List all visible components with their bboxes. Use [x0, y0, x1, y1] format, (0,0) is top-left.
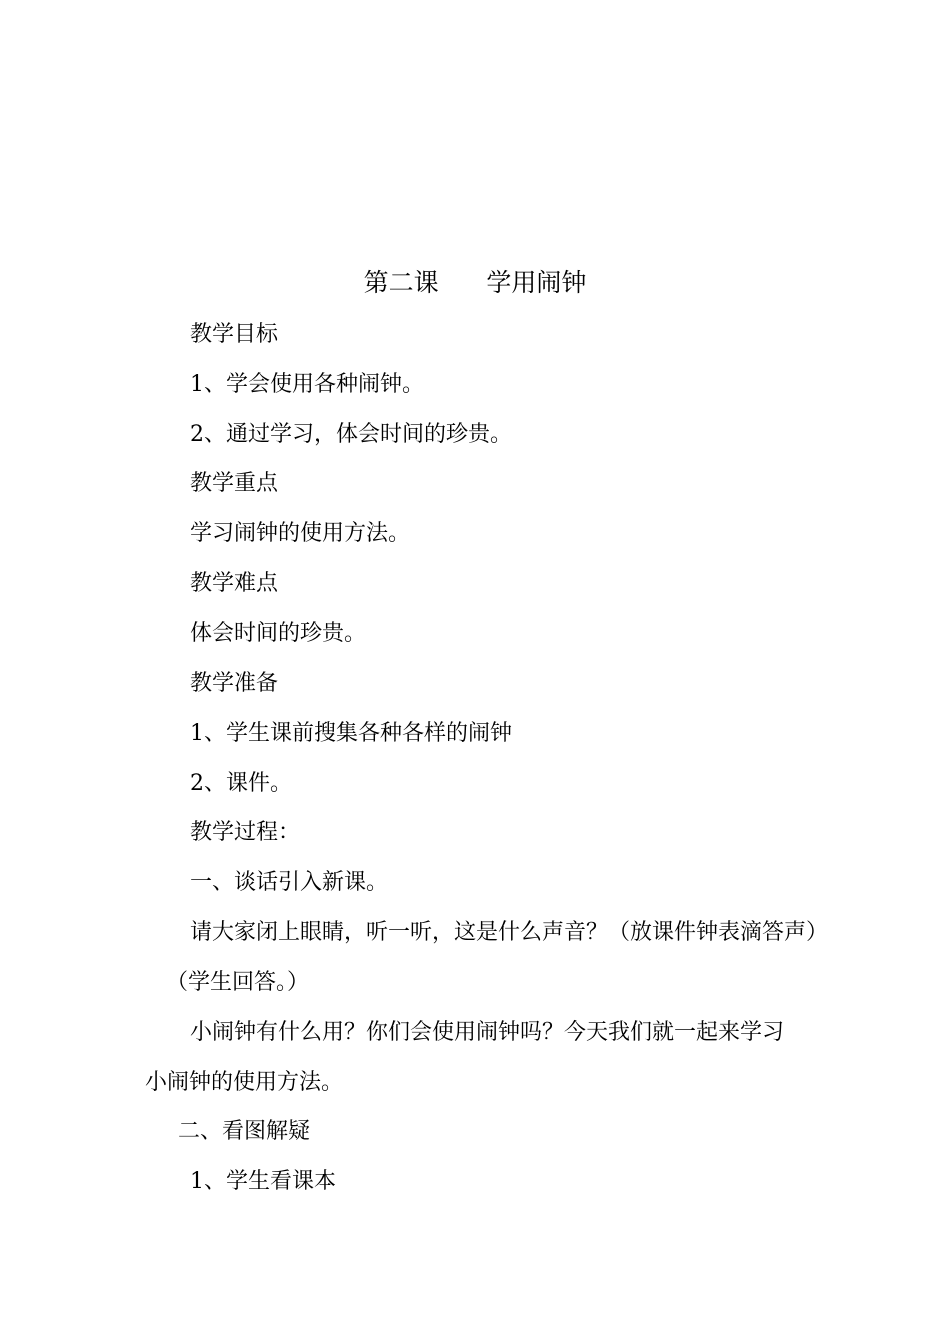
section-heading-process: 教学过程： [190, 820, 301, 845]
process-step-1-paragraph-2-continued: 小闹钟的使用方法。 [145, 1070, 344, 1095]
objective-item-1: 1、学会使用各种闹钟。 [190, 372, 424, 397]
process-step-1-paragraph-2: 小闹钟有什么用？你们会使用闹钟吗？今天我们就一起来学习 [190, 1020, 785, 1045]
difficulty-text: 体会时间的珍贵。 [190, 621, 367, 646]
process-step-2-heading: 二、看图解疑 [178, 1119, 311, 1144]
key-point-text: 学习闹钟的使用方法。 [190, 521, 411, 546]
section-heading-objectives: 教学目标 [190, 322, 279, 347]
section-heading-preparation: 教学准备 [190, 671, 279, 696]
process-step-2-item-1: 1、学生看课本 [190, 1169, 336, 1194]
objective-item-2: 2、通过学习，体会时间的珍贵。 [190, 422, 512, 447]
lesson-title: 第二课 学用闹钟 [363, 268, 587, 297]
section-heading-key-points: 教学重点 [190, 471, 279, 496]
process-step-1-note: （学生回答。） [166, 970, 310, 995]
preparation-item-2: 2、课件。 [190, 771, 292, 796]
preparation-item-1: 1、学生课前搜集各种各样的闹钟 [190, 721, 512, 746]
process-step-1-paragraph: 请大家闭上眼睛，听一听，这是什么声音？（放课件钟表滴答声） [190, 920, 829, 945]
process-step-1-heading: 一、谈话引入新课。 [190, 870, 389, 895]
section-heading-difficulties: 教学难点 [190, 571, 279, 596]
